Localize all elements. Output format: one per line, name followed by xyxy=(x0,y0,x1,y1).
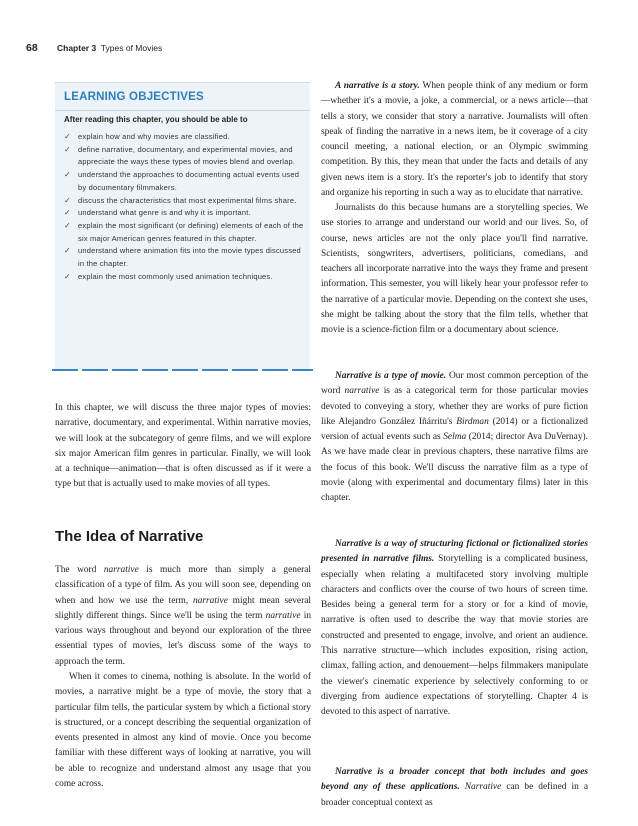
body-paragraph: Narrative is a broader concept that both includes and goes beyond any of these applications. Narrative can be defined in a broader conceptual context as xyxy=(321,767,588,808)
check-icon: ✓ xyxy=(64,195,71,205)
check-icon: ✓ xyxy=(64,170,71,180)
check-icon: ✓ xyxy=(64,246,71,256)
body-paragraph: When it comes to cinema, nothing is absolute. In the world of movies, a narrative might be a type of movie, the story that a particular film tells, the particular system by which a fictional story is structured, or a concept describing the sequential organization of events presented in almost any kind of movie. Once you become familiar with these different ways of looking at narrative, you will be able to recognize and understand almost any usage that you come across. xyxy=(55,672,311,790)
body-paragraph: Journalists do this because humans are a storytelling species. We use stories to arrange and understand our world and our lives. So, of course, news articles are not the only place you'll find narrative. Scientists, songwriters, advertisers, politicians, comedians, and teachers all incorporate narrative into the ways they frame and present information. This semester, you will likely hear your professor refer to the narrative of a particular movie. Depending on the context she uses, she might be talking about the story that the film tells, whether that movie is a science-fiction film or a documentary about science. xyxy=(321,203,588,336)
check-icon: ✓ xyxy=(64,220,71,230)
objective-item: ✓ understand the approaches to documenting actual events used by documentary filmmakers. xyxy=(64,170,300,192)
objective-item: ✓ explain how and why movies are classified. xyxy=(64,131,304,144)
body-paragraph: A narrative is a story. When people think of any medium or form—whether it's a movie, a joke, a commercial, or a news article—that tells a story, we consider that story a narrative. Journalists will often speak of finding the narrative in a news item, be it coverage of a city council meeting, a national election, or an Olympic swimming competition. By this, they mean that under the facts and details of any given news item is a story. It's the reporter's job to identify that story and organize his reporting in such a way as to elucidate that narrative. xyxy=(321,81,588,199)
check-icon: ✓ xyxy=(64,132,71,141)
page-number: 68 xyxy=(26,42,38,54)
objective-item: ✓ define narrative, documentary, and experimental movies, and appreciate the ways these types of movies blend and overlap. xyxy=(64,144,296,167)
objective-item: ✓ discuss the characteristics that most experimental films share. xyxy=(64,195,304,208)
learning-objectives-list xyxy=(64,131,304,283)
chapter-title: Types of Movies xyxy=(100,43,163,53)
objective-item: ✓ understand what genre is and why it is important. xyxy=(64,207,304,220)
check-icon: ✓ xyxy=(64,144,71,154)
objective-item: ✓ understand where animation fits into the movie types discussed in the chapter. xyxy=(64,246,301,269)
intro-paragraph: In this chapter, we will discuss the three major types of movies: narrative, documentary, and experimental. Within narrative movies, we will look at the subcategory of genre films, and we will explore six major American film genres in particular. Finally, we will look at a technique—animation—that is often discussed as if it were a type but that is actually used to make movies of all types. xyxy=(55,403,311,490)
chapter-label: Chapter 3 xyxy=(57,43,97,53)
body-paragraph: Narrative is a way of structuring fictional or fictionalized stories presented in narrative films. Storytelling is a complicated business, especially when relating a multifaceted story involving multiple characters and conflicts over the course of two hours of screen time. Besides being a general term for a story or for a kind of movie, narrative is often used to describe the way that movie stories are constructed and presented to engage, involve, and orient an audience. This narrative structure—which includes exposition, rising action, climax, falling action, and denouement—helps filmmakers manipulate the viewer's cinematic experience by selectively conforming to or diverging from audience expectations of storytelling. Chapter 4 is devoted to this aspect of narrative. xyxy=(321,539,588,718)
check-icon: ✓ xyxy=(64,208,71,218)
section-heading: The Idea of Narrative xyxy=(55,528,204,545)
check-icon: ✓ xyxy=(64,271,71,281)
running-head xyxy=(57,43,162,53)
body-paragraph: The word narrative is much more than simply a general classification of a type of film. As you will soon see, depending on when and how we use the term, narrative might mean several slightly different things. Since we'll be using the term narrative in various ways throughout and beyond our exploration of the three essential types of movies, let's discuss some of the ways to approach the term. xyxy=(55,565,312,667)
body-paragraph: Narrative is a type of movie. Our most common perception of the word narrative is as a categorical term for those particular movies devoted to conveying a story, whether they are works of pure fiction like Alejandro González Iñárritu's Birdman (2014) or a fictionalized version of actual events such as Selma (2014; director Ava DuVernay). As we have made clear in previous chapters, these narrative films are the focus of this book. We'll discuss the narrative film as a type of movie (along with experimental and documentary films) later in this chapter. xyxy=(321,371,589,504)
learning-objectives-title: LEARNING OBJECTIVES xyxy=(64,91,204,103)
divider xyxy=(55,110,310,111)
learning-objectives-intro: After reading this chapter, you should be able to xyxy=(64,115,248,124)
objective-item: ✓ explain the most significant (or defining) elements of each of the six major American genres featured in this chapter. xyxy=(64,220,304,243)
objective-item: ✓ explain the most commonly used animation techniques. xyxy=(64,271,304,284)
learning-objectives-box xyxy=(55,82,310,369)
